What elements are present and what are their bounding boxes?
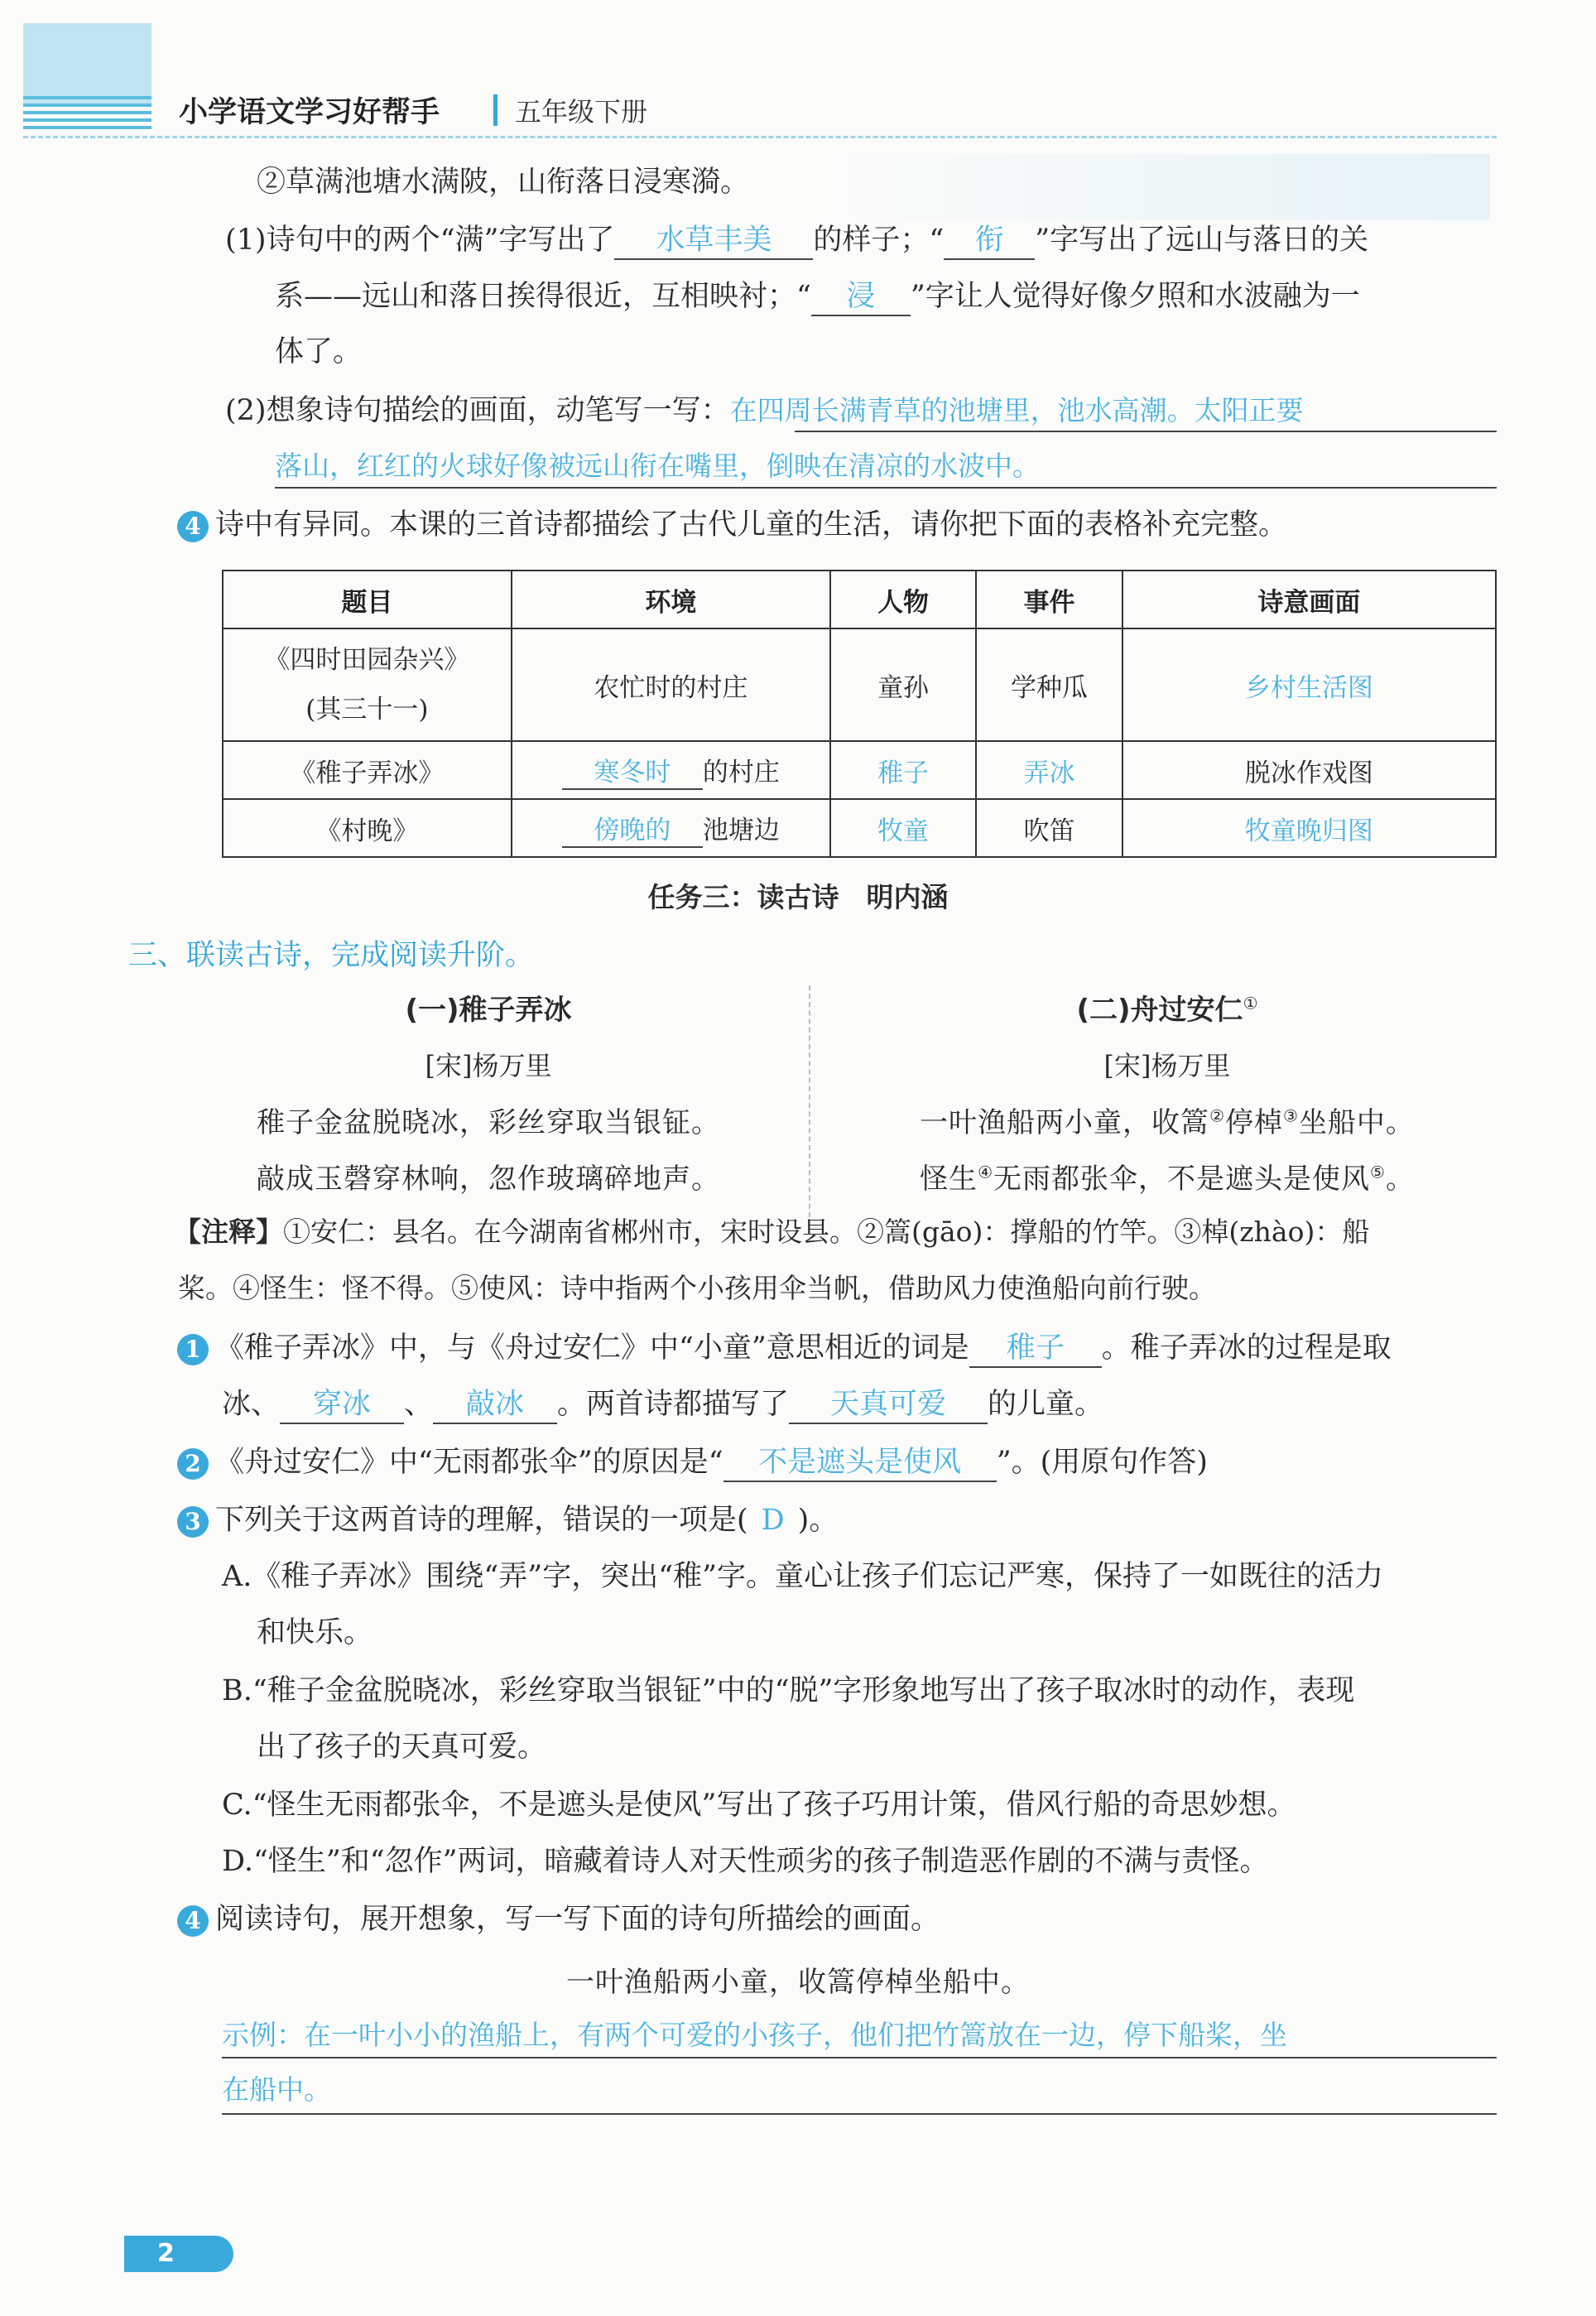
answer: 稚子 [877, 758, 930, 788]
table-cell [830, 799, 976, 857]
scan-shade [828, 154, 1490, 220]
text: 的村庄 [702, 757, 780, 787]
poem-comparison-table [222, 570, 1497, 858]
table-cell [1122, 628, 1496, 741]
answer-blank [614, 222, 813, 260]
answer-blank [280, 1386, 404, 1424]
page-number: 2 [124, 2236, 233, 2272]
answer: 牧童晚归图 [1244, 816, 1373, 846]
answer-slot [748, 1502, 798, 1538]
poem-line-2: ②草满池塘水满陂，山衔落日浸寒漪。 [257, 166, 750, 199]
answer: 水草丰美 [656, 224, 772, 257]
table-cell: 童孙 [830, 628, 976, 741]
footnote-mark: ③ [1283, 1105, 1299, 1126]
notes-line2: 桨。④怪生：怪不得。⑤使风：诗中指两个小孩用伞当帆，借助风力使渔船向前行驶。 [178, 1272, 1216, 1304]
table-row [223, 799, 1496, 857]
text: )。 [797, 1504, 839, 1537]
answer-line [795, 431, 1497, 432]
answer-blank [811, 278, 911, 316]
answer-blank [969, 1330, 1102, 1368]
notes-line1 [174, 1214, 1369, 1250]
table-cell [512, 741, 830, 799]
question-number-badge: 4 [177, 511, 209, 542]
text: 。两首诗都描写了 [557, 1388, 790, 1421]
question-number-badge: 1 [177, 1334, 209, 1365]
task-heading: 任务三：读古诗 明内涵 [647, 881, 949, 913]
footnote-mark: ④ [978, 1162, 993, 1182]
q2-part2-answer: 落山，红红的火球好像被远山衔在嘴里，倒映在清凉的水波中。 [275, 450, 1040, 482]
text: 。稚子弄冰的过程是取 [1101, 1331, 1392, 1365]
text: 下列关于这两首诗的理解，错误的一项是( [215, 1504, 748, 1537]
text: 。 [1385, 1163, 1415, 1196]
option-b-cont: 出了孩子的天真可爱。 [257, 1731, 547, 1764]
poem-a-title: (一)稚子弄冰 [405, 994, 572, 1027]
table-cell [223, 628, 512, 741]
text: ”字让人觉得好像夕照和水波融为一 [910, 280, 1360, 313]
text: 《舟过安仁》中“无雨都张伞”的原因是“ [215, 1446, 723, 1479]
footnote-mark: ① [1243, 993, 1258, 1014]
answer-blank [789, 1386, 988, 1424]
poem-title-sub: (其三十一) [305, 695, 429, 725]
table-row [223, 741, 1496, 799]
option-b: B.“稚子金盆脱晓冰，彩丝穿取当银钲”中的“脱”字形象地写出了孩子取冰时的动作，表现 [222, 1674, 1355, 1707]
answer-line [222, 2113, 1497, 2115]
header-rule [23, 136, 1497, 138]
poem-b-line1 [902, 1100, 1432, 1140]
poem-b-line2 [902, 1156, 1432, 1197]
text: 《稚子弄冰》中，与《舟过安仁》中“小童”意思相近的词是 [215, 1331, 969, 1365]
reading-question-4-answer-cont: 在船中。 [222, 2073, 331, 2106]
answer: D [761, 1504, 785, 1537]
poem-b-author: [宋]杨万里 [1103, 1050, 1231, 1081]
text: (1)诗句中的两个“满”字写出了 [225, 224, 615, 257]
text: 坐船中。 [1298, 1106, 1415, 1139]
answer: 敲冰 [466, 1388, 525, 1421]
poem-a-author: [宋]杨万里 [425, 1050, 552, 1081]
table-cell: 吹笛 [976, 799, 1122, 857]
table-cell [512, 799, 830, 857]
column-header: 事件 [976, 571, 1122, 628]
table-cell: 脱冰作戏图 [1122, 741, 1496, 799]
title-text: (二)舟过安仁 [1076, 994, 1243, 1027]
table-cell [1122, 799, 1496, 857]
table-cell: 农忙时的村庄 [512, 628, 830, 741]
text: (2)想象诗句描绘的画面，动笔写一写： [225, 394, 730, 427]
poem-title: 《四时田园杂兴》 [264, 645, 470, 675]
option-a-cont: 和快乐。 [257, 1616, 373, 1649]
section-heading: 三、联读古诗，完成阅读升阶。 [128, 939, 535, 972]
poem-b-title [902, 987, 1432, 1028]
q2-part1-line3: 体了。 [275, 335, 363, 368]
answer-blank [944, 222, 1035, 260]
poem-a-line1: 稚子金盆脱晓冰，彩丝穿取当银钲。 [257, 1106, 720, 1139]
answer: 寒冬时 [594, 757, 671, 787]
answer: 衔 [974, 224, 1004, 257]
text: 冰、 [222, 1388, 281, 1421]
column-header: 诗意画面 [1122, 571, 1496, 628]
table-row [223, 628, 1496, 741]
answer: 傍晚的 [594, 815, 671, 845]
q2-part1-line2 [275, 278, 1360, 316]
quoted-poem-line: 一叶渔船两小童，收篙停棹坐船中。 [566, 1966, 1030, 1999]
answer-blank [562, 809, 703, 848]
text: 的儿童。 [988, 1388, 1104, 1421]
answer: 穿冰 [313, 1388, 372, 1421]
answer-line [222, 2057, 1497, 2058]
poem-divider [809, 985, 810, 1217]
answer-blank [562, 751, 703, 790]
question-text: 诗中有异同。本课的三首诗都描绘了古代儿童的生活，请你把下面的表格补充完整。 [215, 508, 1288, 542]
answer: 弄冰 [1023, 758, 1075, 788]
answer-blank [723, 1444, 997, 1482]
header-decor-lines [23, 96, 151, 129]
book-grade: 五年级下册 [515, 96, 648, 128]
table-header-row [223, 571, 1496, 628]
reading-question-2 [177, 1444, 1208, 1482]
table-cell: 《村晚》 [223, 799, 512, 857]
answer: 浸 [846, 280, 876, 313]
option-c: C.“怪生无雨都张伞，不是遮头是使风”写出了孩子巧用计策，借风行船的奇思妙想。 [222, 1789, 1296, 1822]
text: 系——远山和落日挨得很近，互相映衬；“ [275, 280, 811, 313]
answer: 不是遮头是使风 [758, 1446, 962, 1479]
reading-question-4 [177, 1901, 940, 1938]
text: 阅读诗句，展开想象，写一写下面的诗句所描绘的画面。 [215, 1903, 940, 1936]
option-d: D.“怪生”和“忽作”两词，暗藏着诗人对天性顽劣的孩子制造恶作剧的不满与责怪。 [222, 1845, 1269, 1878]
column-header: 人物 [830, 571, 976, 628]
answer: 稚子 [1006, 1331, 1065, 1365]
footnote-mark: ② [1209, 1105, 1225, 1126]
footnote-mark: ⑤ [1370, 1162, 1386, 1182]
text: ①安仁：县名。在今湖南省郴州市，宋时设县。②篙(gāo)：撑船的竹竿。③棹(zhào)：船 [283, 1216, 1370, 1248]
book-title: 小学语文学习好帮手 [179, 96, 440, 129]
table-cell: 学种瓜 [976, 628, 1122, 741]
text: 一叶渔船两小童，收篙 [920, 1106, 1210, 1139]
table-cell: 《稚子弄冰》 [223, 741, 512, 799]
reading-question-1-line2 [222, 1386, 1103, 1424]
text: 无雨都张伞，不是遮头是使风 [993, 1163, 1370, 1196]
answer: 牧童 [877, 816, 930, 846]
q2-part2-line1 [225, 392, 1304, 429]
q2-part1-line1 [225, 222, 1368, 260]
table-cell [976, 741, 1122, 799]
question-number-badge: 4 [177, 1905, 209, 1937]
answer: 乡村生活图 [1244, 672, 1373, 703]
question-number-badge: 3 [177, 1506, 209, 1538]
column-header: 题目 [223, 571, 512, 628]
question-number-badge: 2 [177, 1448, 209, 1480]
reading-question-1 [177, 1330, 1392, 1368]
notes-label: 【注释】 [174, 1216, 283, 1248]
text: 停棹 [1225, 1106, 1283, 1139]
poem-a-line2: 敲成玉磬穿林响，忽作玻璃碎地声。 [257, 1163, 720, 1196]
answer: 天真可爱 [830, 1388, 947, 1421]
text: 的样子；“ [813, 224, 945, 257]
text: ”字写出了远山与落日的关 [1035, 224, 1369, 257]
text: ”。(用原句作答) [996, 1446, 1208, 1479]
table-cell [830, 741, 976, 799]
column-header: 环境 [512, 571, 830, 628]
reading-question-3 [177, 1502, 838, 1538]
header-divider [493, 94, 498, 126]
text: 池塘边 [702, 815, 780, 845]
reading-question-4-answer: 示例：在一叶小小的渔船上，有两个可爱的小孩子，他们把竹篙放在一边，停下船桨，坐 [222, 2019, 1287, 2051]
answer-line [275, 487, 1497, 489]
answer: 在四周长满青草的池塘里，池水高潮。太阳正要 [729, 394, 1304, 426]
header-decor-block [23, 23, 151, 106]
option-a: A.《稚子弄冰》围绕“弄”字，突出“稚”字。童心让孩子们忘记严寒，保持了一如既往的活力 [222, 1560, 1383, 1593]
text: 怪生 [920, 1163, 978, 1196]
answer-blank [433, 1386, 557, 1424]
question-4 [177, 507, 1287, 543]
text: 、 [404, 1388, 434, 1421]
